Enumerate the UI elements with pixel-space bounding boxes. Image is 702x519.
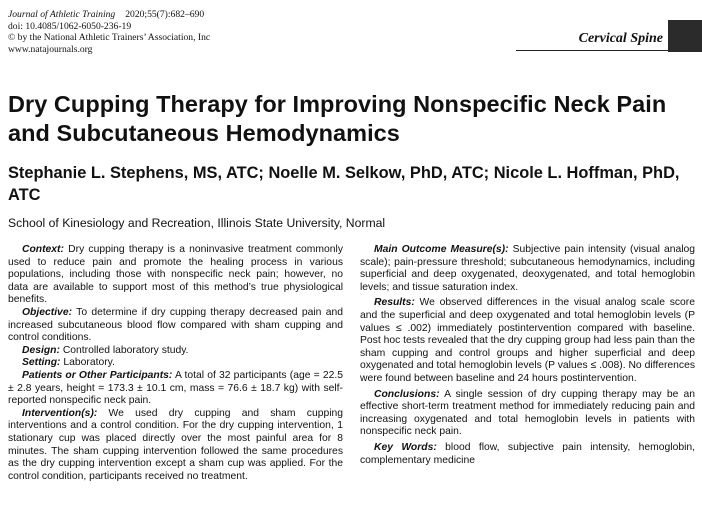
section-rule (516, 50, 668, 51)
abstract-text: Controlled laboratory study. (62, 344, 189, 356)
abstract-heading: Setting: (22, 357, 61, 369)
abstract-text: We used dry cupping and sham cupping interventions and a control condition. For the dry cupping intervention, 1 stationary cup was placed directly over the most painful area for 8 minutes. The sham cupping intervention followed the same procedures as the dry cupping intervention except a sham cup was applied. For the control condition, participants received no treatment. (8, 407, 344, 482)
journal-citation-line (8, 9, 338, 21)
abstract-heading: Conclusions: (374, 388, 440, 400)
abstract-heading: Context: (22, 244, 64, 255)
abstract-heading: Objective: (22, 306, 73, 318)
section-label: Cervical Spine (578, 31, 663, 46)
journal-name: Journal of Athletic Training (8, 9, 116, 20)
abstract-text: To determine if dry cupping therapy decreased pain and increased subcutaneous blood flow compared with sham cupping and control conditions. (8, 306, 344, 344)
abstract-heading: Results: (374, 297, 415, 309)
abstract-right-column (360, 244, 695, 467)
abstract-heading: Patients or Other Participants: (22, 369, 173, 381)
journal-website: www.natajournals.org (8, 43, 93, 55)
abstract-heading: Key Words: (374, 441, 437, 453)
abstract-section (360, 442, 695, 467)
author-list: Stephanie L. Stephens, MS, ATC; Noelle M. Selkow, PhD, ATC; Nicole L. Hoffman, PhD, ATC (8, 164, 680, 204)
abstract-left-column (8, 244, 343, 483)
affiliation: School of Kinesiology and Recreation, Illinois State University, Normal (8, 216, 386, 230)
journal-doi: doi: 10.4085/1062-6050-236-19 (8, 20, 132, 32)
abstract-section (8, 408, 343, 484)
abstract-section (360, 244, 695, 294)
abstract-text: We observed differences in the visual analog scale score and the superficial and deep oxygenated and total hemoglobin levels (P values ≤ .002) immediately postintervention compared with baseline. Post hoc tests revealed that the dry cupping group had less pain than the sham cupping and control groups and higher superficial and deep oxygenated and total hemoglobin levels (P values ≤ .008). No differences were found between baseline and 24 hours postintervention. (360, 297, 695, 384)
abstract-heading: Main Outcome Measure(s): (374, 244, 509, 255)
abstract-text: Laboratory. (63, 357, 115, 369)
journal-info (8, 9, 338, 55)
abstract-text: A total of 32 participants (age = 22.5 ± 2.8 years, height = 173.3 ± 10.1 cm, mass = 76.6 ± 18.7 kg) with self-reported nonspecific neck pain. (8, 369, 343, 407)
abstract-text: Dry cupping therapy is a noninvasive treatment commonly used to reduce pain and promote the healing process in various populations, including those with nonspecific neck pain; however, no data are available to support most of this method’s true physiological benefits. (8, 244, 343, 306)
abstract-text: Subjective pain intensity (visual analog scale); pain-pressure threshold; subcutaneous hemodynamics, including superficial and deep oxygenated, deoxygenated, and total hemoglobin levels; and tissue saturation index. (360, 244, 696, 293)
abstract-heading: Intervention(s): (22, 407, 98, 419)
abstract-text: blood flow, subjective pain intensity, hemoglobin, complementary medicine (360, 441, 695, 466)
journal-citation: 2020;55(7):682–690 (125, 9, 205, 20)
abstract-heading: Design: (22, 344, 60, 356)
abstract-section (8, 307, 343, 345)
abstract-section (8, 357, 343, 370)
section-tag (516, 20, 702, 52)
abstract-section (8, 370, 343, 408)
abstract-text: A single session of dry cupping therapy may be an effective short-term treatment method for immediately reducing pain and increasing oxygenated and total hemoglobin levels in patients with nonspecific neck pain. (360, 388, 695, 438)
section-marker-box (668, 20, 702, 52)
abstract-section (8, 345, 343, 358)
article-title: Dry Cupping Therapy for Improving Nonspecific Neck Pain and Subcutaneous Hemodynamics (8, 91, 667, 146)
abstract-section (360, 389, 695, 439)
journal-copyright: © by the National Athletic Trainers’ Association, Inc (8, 32, 211, 44)
abstract-section (8, 244, 343, 307)
abstract-section (360, 297, 695, 385)
